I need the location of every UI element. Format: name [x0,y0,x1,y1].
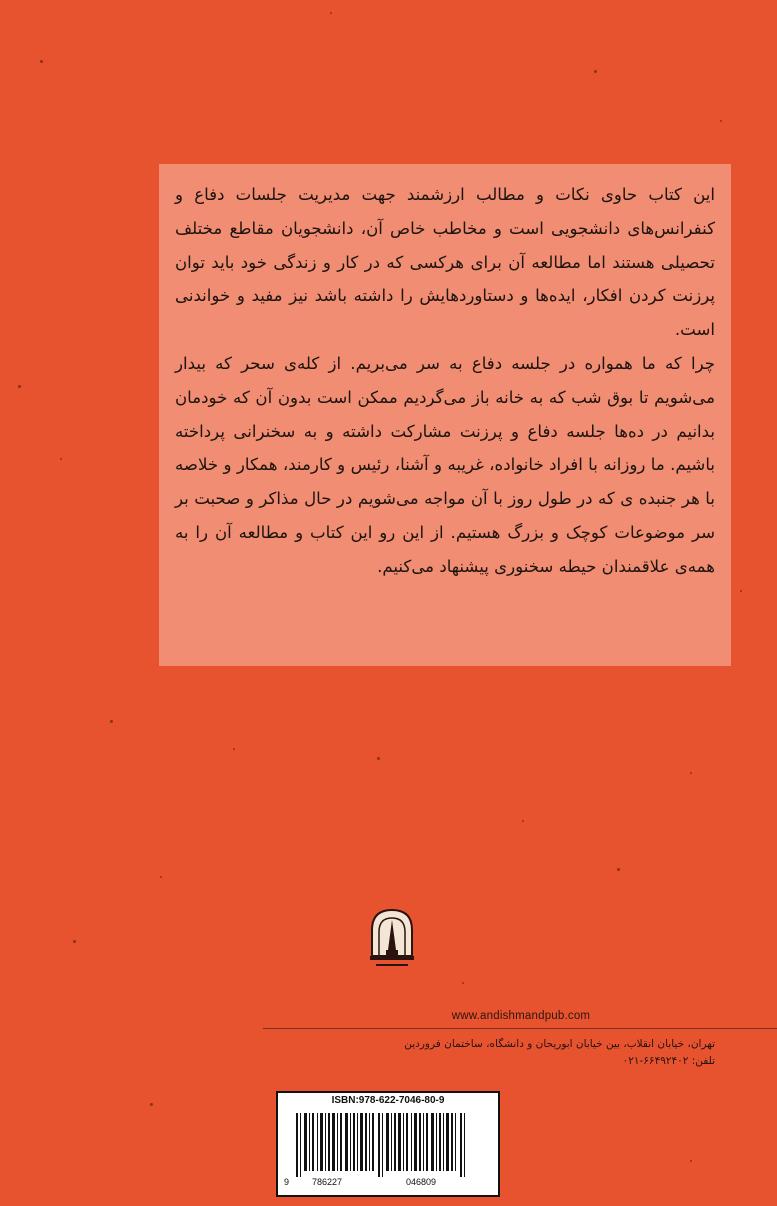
publisher-contact [404,1036,715,1070]
publisher-website: www.andishmandpub.com [451,1010,591,1022]
barcode-left-digits: 786227 [312,1177,343,1187]
divider [263,1028,777,1029]
barcode-lead-digit: 9 [284,1177,290,1187]
barcode-label [276,1091,500,1197]
isbn-text: ISBN:978-622-7046-80-9 [331,1095,445,1106]
blurb-paragraph-1: این کتاب حاوی نکات و مطالب ارزشمند جهت مدیریت جلسات دفاع و کنفرانس‌های دانشجویی است و مخاطب خاص آن، دانشجویان مقاطع مختلف تحصیلی هستند اما مطالعه آن برای هرکسی که در کار و زندگی خود باید توان پرزنت کردن افکار، ایده‌ها و دستاوردهایش را داشته باشد نیز مفید و خواندنی است. [175,185,715,340]
publisher-address: تهران، خیابان انقلاب، بین خیابان ابوریحان و دانشگاه، ساختمان فروردین [404,1038,715,1050]
barcode-bars [290,1113,486,1177]
publisher-tower-logo-icon [366,906,418,972]
blurb-box [159,164,731,666]
barcode-right-digits: 046809 [406,1177,437,1187]
publisher-phone: تلفن: ۶۶۴۹۲۴۰۲-۰۲۱ [622,1055,715,1067]
blurb-paragraph-2: چرا که ما همواره در جلسه دفاع به سر می‌بریم. از کله‌ی سحر که بیدار می‌شویم تا بوق شب که به خانه باز می‌گردیم ممکن است بدون آن که خودمان بدانیم در ده‌ها جلسه دفاع و پرزنت مشارکت داشته و به سخنرانی پرداخته باشیم. ما روزانه با افراد خانواده، غریبه و آشنا، رئیس و کارمند، همکار و خلاصه با هر جنبده ی که در طول روز با آن مواجه می‌شویم در حال مذاکر و صحبت بر سر موضوعات کوچک و بزرگ هستیم. از این رو این کتاب و مطالعه آن را به همه‌ی علاقمندان حیطه سخنوری پیشنهاد می‌کنیم. [175,353,715,576]
